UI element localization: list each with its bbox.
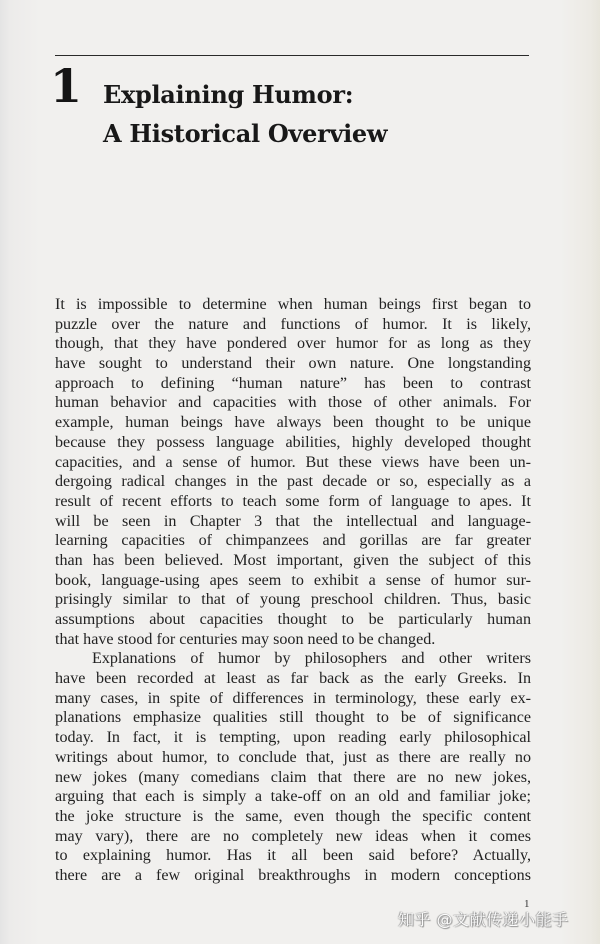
- text-line: many cases, in spite of differences in terminology, these early ex-: [55, 689, 531, 707]
- text-line: Explanations of humor by philosophers and other writers: [92, 650, 531, 668]
- chapter-title-line-1: Explaining Humor:: [103, 80, 354, 109]
- text-line: arguing that each is simply a take-off on an old and familiar joke;: [55, 788, 531, 806]
- paragraph-2: [55, 649, 531, 885]
- body-text: [55, 295, 531, 886]
- text-line: result of recent efforts to teach some form of language to apes. It: [55, 492, 531, 510]
- page-number: 1: [524, 898, 530, 910]
- text-line: book, language-using apes seem to exhibit a sense of humor sur-: [55, 571, 531, 589]
- text-line: example, human beings have always been thought to be unique: [55, 414, 531, 432]
- text-line: writings about humor, to conclude that, just as there are really no: [55, 748, 531, 766]
- text-line: assumptions about capacities thought to be particularly human: [55, 611, 531, 628]
- text-line: human behavior and capacities with those of other animals. For: [55, 394, 531, 412]
- text-line: that have stood for centuries may soon need to be changed.: [55, 630, 436, 648]
- text-line: planations emphasize qualities still thought to be of significance: [55, 709, 531, 727]
- chapter-number: 1: [50, 59, 83, 113]
- text-line: may vary), there are no completely new ideas when it comes: [55, 827, 531, 845]
- text-line: there are a few original breakthroughs in modern conceptions: [55, 866, 531, 884]
- text-line: learning capacities of chimpanzees and gorillas are far greater: [55, 532, 531, 550]
- chapter-title-line-2: A Historical Overview: [103, 119, 388, 148]
- text-line: capacities, and a sense of humor. But these views have been un-: [55, 453, 531, 471]
- text-line: It is impossible to determine when human beings first began to: [55, 296, 531, 313]
- watermark-text: 知乎 @文献传递小能手: [398, 910, 569, 929]
- text-line: today. In fact, it is tempting, upon reading early philosophical: [55, 729, 531, 747]
- text-line: puzzle over the nature and functions of humor. It is likely,: [55, 315, 531, 333]
- paragraph-1: [55, 295, 531, 649]
- text-line: new jokes (many comedians claim that there are no new jokes,: [55, 768, 531, 786]
- text-line: because they possess language abilities, highly developed thought: [55, 433, 531, 451]
- text-line: prisingly similar to that of young preschool children. Thus, basic: [55, 591, 531, 609]
- text-line: will be seen in Chapter 3 that the intellectual and language-: [55, 512, 531, 530]
- text-line: have sought to understand their own nature. One longstanding: [55, 355, 531, 373]
- text-line: to explaining humor. Has it all been said before? Actually,: [55, 847, 531, 865]
- text-line: though, that they have pondered over humor for as long as they: [55, 335, 531, 353]
- text-line: dergoing radical changes in the past decade or so, especially as a: [55, 473, 531, 491]
- chapter-title: [103, 75, 387, 153]
- text-line: have been recorded at least as far back as the early Greeks. In: [55, 670, 531, 688]
- text-line: approach to defining “human nature” has been to contrast: [55, 374, 531, 392]
- chapter-top-rule: [55, 55, 529, 56]
- text-line: than has been believed. Most important, given the subject of this: [55, 551, 531, 569]
- text-line: the joke structure is the same, even though the specific content: [55, 807, 531, 825]
